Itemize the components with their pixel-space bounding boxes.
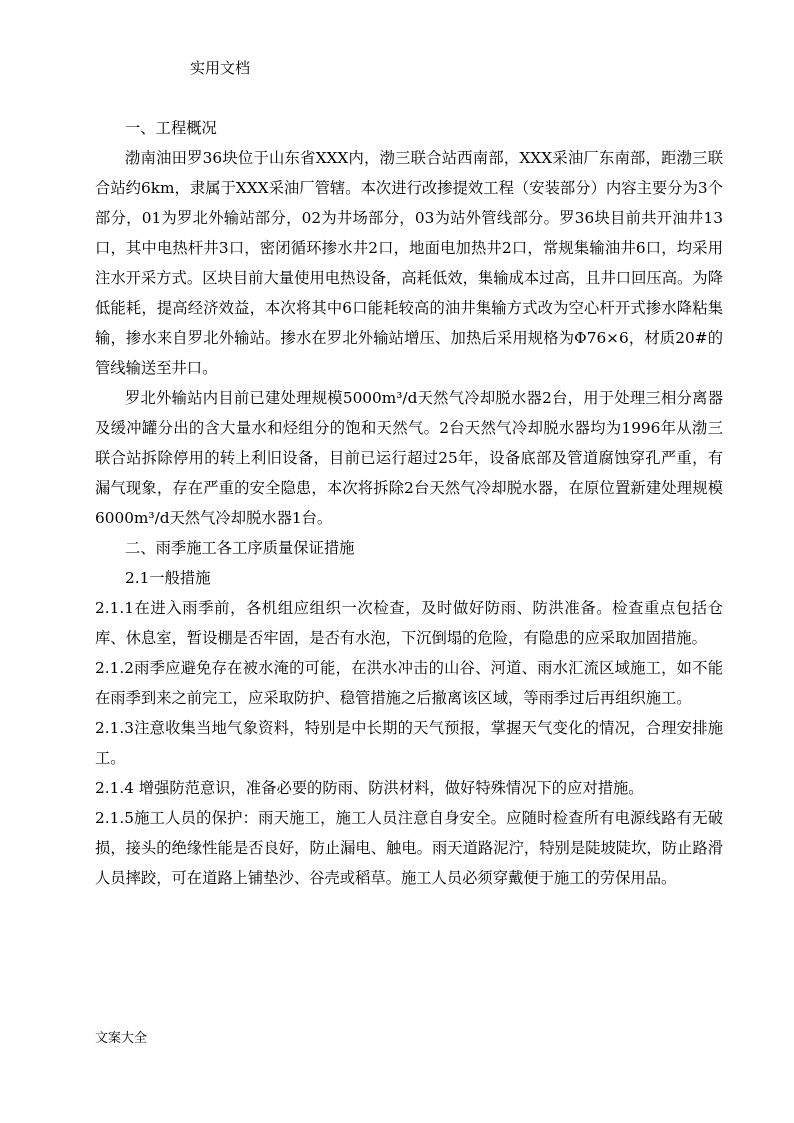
measure-item-2-1-4: 2.1.4 增强防范意识，准备必要的防雨、防洪材料，做好特殊情况下的应对措施。: [95, 779, 644, 797]
measure-item-2-1-3: 2.1.3注意收集当地气象资料，特别是中长期的天气预报，掌握天气变化的情况，合理安排施工。: [95, 719, 723, 767]
measure-item-2-1-2: 2.1.2雨季应避免存在被水淹的可能，在洪水冲击的山谷、河道、雨水汇流区域施工，如不能在雨季到来之前完工，应采取防护、稳管措施之后撤离该区域，等雨季过后再组织施工。: [95, 659, 723, 707]
page-header: 实用文档: [190, 59, 251, 77]
paragraph-dehydrator: 罗北外输站内目前已建处理规模5000m³/d天然气冷却脱水器2台，用于处理三相分离器及缓冲罐分出的含大量水和烃组分的饱和天然气。2台天然气冷却脱水器均为1996年从渤三联合站拆除停用的转上利旧设备，目前已运行超过25年，设备底部及管道腐蚀穿孔严重，有漏气现象，存在严重的安全隐患，本次将拆除2台天然气冷却脱水器，在原位置新建处理规模6000m³/d天然气冷却脱水器1台。: [95, 389, 723, 527]
measure-item-2-1-5: 2.1.5施工人员的保护：雨天施工，施工人员注意自身安全。应随时检查所有电源线路有无破损，接头的绝缘性能是否良好，防止漏电、触电。雨天道路泥泞，特别是陡坡陡坎，防止路滑人员摔跤，可在道路上铺垫沙、谷壳或稻草。施工人员必须穿戴便于施工的劳保用品。: [95, 809, 723, 887]
section-heading-rainy-season: 二、雨季施工各工序质量保证措施: [125, 539, 355, 557]
paragraph-project-overview: 渤南油田罗36块位于山东省XXX内，渤三联合站西南部，XXX采油厂东南部，距渤三联合站约6km，隶属于XXX采油厂管辖。本次进行改掺提效工程（安装部分）内容主要分为3个部分，01为罗北外输站部分，02为井场部分，03为站外管线部分。罗36块目前共开油井13口，其中电热杆井3口，密闭循环掺水井2口，地面电加热井2口，常规集输油井6口，均采用注水开采方式。区块目前大量使用电热设备，高耗低效，集输成本过高，且井口回压高。为降低能耗，提高经济效益，本次将其中6口能耗较高的油井集输方式改为空心杆开式掺水降粘集输，掺水来自罗北外输站。掺水在罗北外输站增压、加热后采用规格为Φ76×6，材质20#的管线输送至井口。: [95, 149, 723, 377]
section-heading-overview: 一、工程概况: [125, 119, 217, 137]
document-body: [95, 113, 723, 893]
measure-item-2-1-1: 2.1.1在进入雨季前，各机组应组织一次检查，及时做好防雨、防洪准备。检查重点包括仓库、休息室，暂设棚是否牢固，是否有水泡，下沉倒塌的危险，有隐患的应采取加固措施。: [95, 599, 723, 647]
page-footer: 文案大全: [95, 1031, 148, 1046]
subsection-heading-general: 2.1一般措施: [125, 569, 211, 587]
